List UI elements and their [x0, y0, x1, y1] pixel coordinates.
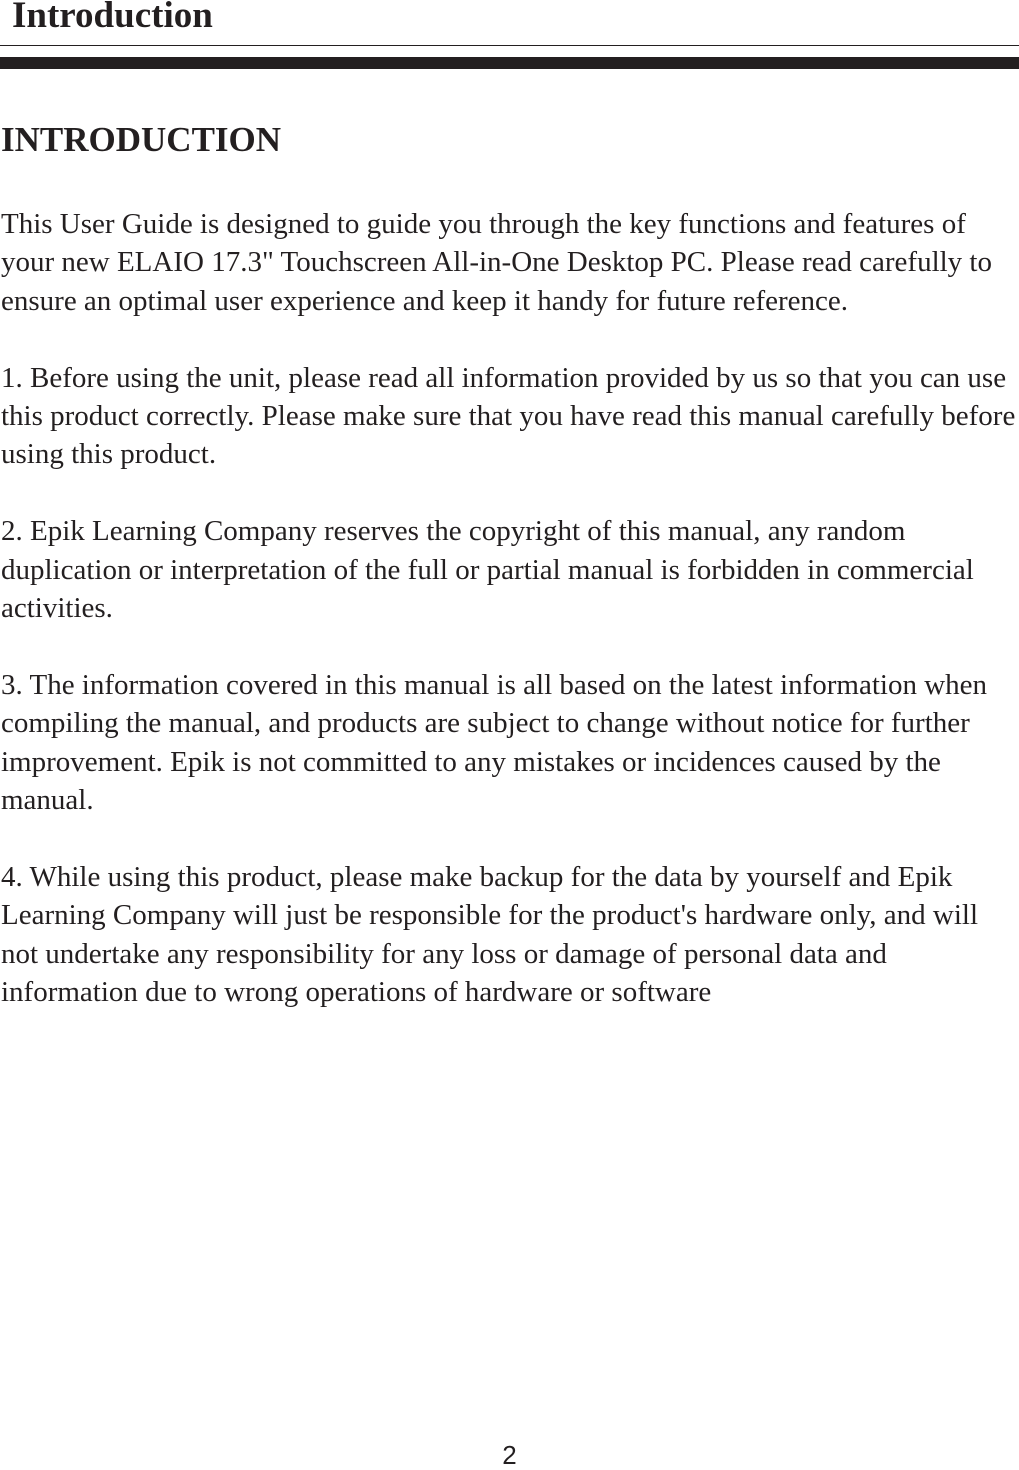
header-thin-rule — [0, 45, 1019, 46]
list-item-3: 3. The information covered in this manual is all based on the latest information when compiling the manual, and products are subject to change without notice for further improvement. Epik is not committed to any mistakes or incidences caused by the manual. — [1, 668, 988, 817]
list-item-1: 1. Before using the unit, please read all information provided by us so that you can use this product correctly. Please make sure that you have read this manual carefully before using this product. — [1, 361, 1016, 471]
running-header-title: Introduction — [12, 0, 213, 36]
header-thick-rule — [0, 57, 1019, 69]
body-text — [1, 205, 1019, 1050]
list-item-2: 2. Epik Learning Company reserves the copyright of this manual, any random duplication or interpretation of the full or partial manual is forbidden in commercial activities. — [1, 515, 974, 625]
list-item-4: 4. While using this product, please make backup for the data by yourself and Epik Learning Company will just be responsible for the product's hardware only, and will not undertake any responsibility for any loss or damage of personal data and information due to wrong operations of hardware or software — [1, 860, 979, 1009]
section-heading: INTRODUCTION — [1, 120, 282, 159]
page-number: 2 — [502, 1440, 517, 1470]
intro-paragraph: This User Guide is designed to guide you through the key functions and features of your new ELAIO 17.3" Touchscreen All-in-One Desktop PC. Please read carefully to ensure an optimal user experience and keep it handy for future reference. — [1, 208, 992, 317]
